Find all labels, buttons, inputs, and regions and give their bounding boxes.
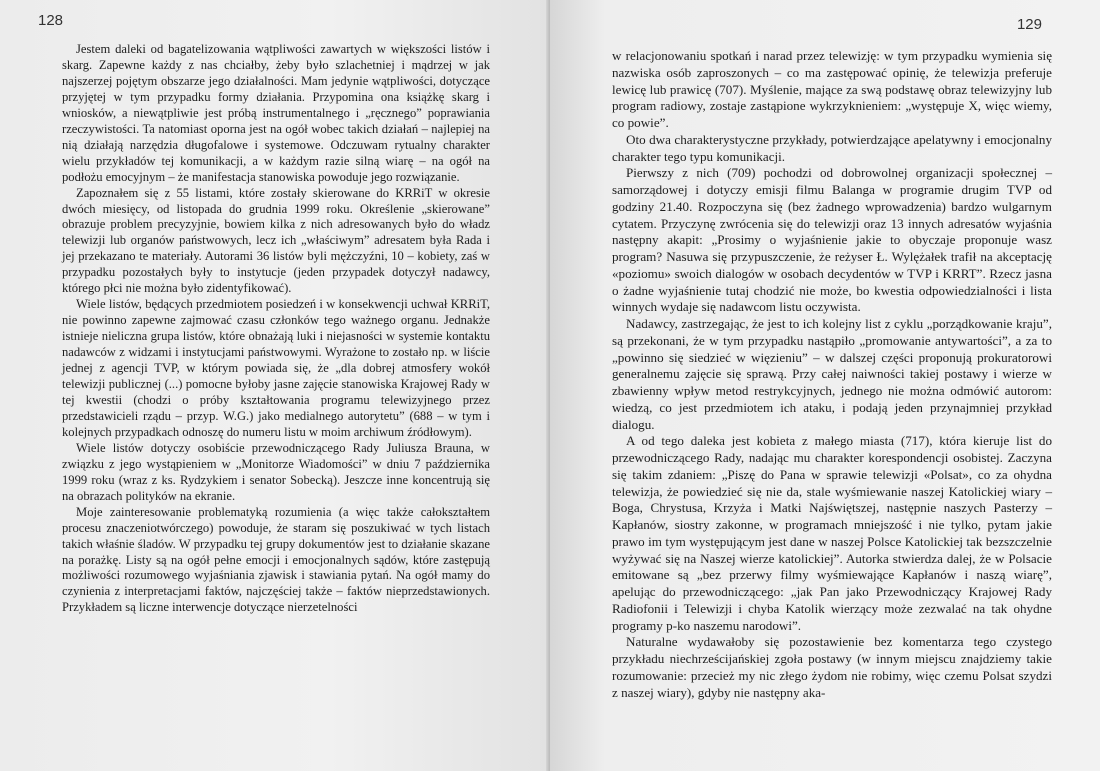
paragraph: Naturalne wydawałoby się pozostawienie bez komentarza tego czystego przykładu niechrześcijańskiej zgoła postawy (w innym miejscu znajdziemy takie rozumowanie: przecież my nic złego żydom nie robimy, więc czemu Polsat szydzi z naszej wiary), gdyby nie następny aka- [612, 634, 1052, 700]
paragraph: A od tego daleka jest kobieta z małego miasta (717), która kieruje list do przewodniczącego Rady, nadając mu charakter korespondencji osobistej. Zaczyna się takim zdaniem: „Piszę do Pana w sprawie telewizji «Polsat», co za ohydna telewizja, że powiedzieć się nie da, stale wyśmiewanie naszej Katolickiej wiary – Boga, Chrystusa, Krzyża i Matki Najświętszej, następnie naszych Pasterzy – Kapłanów, siostry zakonne, w programach mniejszość i nie tylko, pytam jakie prawo im tym występującym jest dane w naszej Polsce Katolickiej tak bezszczelnie wyżywać się na Naszej wierze katolickiej”. Autorka stwierdza dalej, że w Polsacie emitowane są „bez przerwy filmy wyśmiewające Kapłanów i naszą wiarę”, apelując do przewodniczącego: „jak Pan jako Przewodniczący Krajowej Rady Radiofonii i Telewizji i chyba Katolik wierzący może zezwalać na tak ohydne programy p-ko naszemu narodowi”. [612, 433, 1052, 633]
page-number-right: 129 [1016, 16, 1042, 33]
paragraph: Pierwszy z nich (709) pochodzi od dobrowolnej organizacji społecznej – samorządowej i dotyczy emisji filmu Balanga w programie drugim TVP od godziny 21.40. Rozpoczyna się (bez żadnego wprowadzenia) bardzo wulgarnym cytatem. Przyczynę zwrócenia się do telewizji oraz 13 innych adresatów wyjaśnia następny akapit: „Prosimy o wyjaśnienie jakie to obyczaje proponuje wasz program? Nasuwa się przypuszczenie, że reżyser Ł. Wylężałek trafił na akceptację «poziomu» swoich dialogów w osobach decydentów w TVP i KRRT”. Rzecz jasna o żadne wyjaśnienie tutaj chodzić nie może, bo kwestia odpowiedzialności i lista winnych wydaje się nadawcom listu oczywista. [612, 165, 1052, 315]
paragraph: Wiele listów, będących przedmiotem posiedzeń i w konsekwencji uchwał KRRiT, nie powinno zapewne zajmować czasu członków tego ważnego organu. Jednakże istnieje nieliczna grupa listów, które obnażają luki i niejasności w systemie kontaktu nadawców z widzami i instytucjami państwowymi. Wyrażone to zostało np. w liście jednej z agencji TVP, w którym powiada się, że „dla dobrej atmosfery wokół telewizji publicznej (...) pomocne byłoby jasne zajęcie stanowiska Krajowej Rady w tej kwestii (chodzi o próby kształtowania programu telewizyjnego przez przedstawicieli rządu – przyp. W.G.) jako medialnego autorytetu” (688 – w tym i kolejnych przypadkach odnoszę do numeru listu w moim archiwum źródłowym). [62, 297, 490, 439]
paragraph: Nadawcy, zastrzegając, że jest to ich kolejny list z cyklu „porządkowanie kraju”, są przekonani, że w tym przypadku nastąpiło „promowanie antywartości”, a za to „powinno się siedzieć w więzieniu” – w dalszej części proponują prokuratorowi generalnemu zajęcie się sprawą. Przy całej naiwności takiej postawy i wierze w zbawienny wpływ metod restrykcyjnych, jednego nie można odmówić autorom: wiedzą, co jest przedmiotem ich ataku, i podają jeden przynajmniej przykład dialogu. [612, 316, 1052, 432]
paragraph-continuation: w relacjonowaniu spotkań i narad przez telewizję: w tym przypadku wymienia się nazwiska osób zaproszonych – co ma zastępować opinię, że telewizja preferuje lewicę lub prawicę (707). Myślenie, mające za swą podstawę obraz telewizyjny lub program radiowy, zostaje zastąpione wykrzyknieniem: „występuje X, więc wiemy, co powie”. [612, 48, 1052, 130]
paragraph: Zapoznałem się z 55 listami, które zostały skierowane do KRRiT w okresie dwóch miesięcy, od listopada do grudnia 1999 roku. Określenie „skierowane” obrazuje problem precyzyjnie, bowiem kilka z nich adresowanych było do władz telewizji lub organów państwowych, lecz ich „właściwym” adresatem była Rada i jej przekazano te materiały. Autorami 36 listów byli mężczyźni, 10 – kobiety, zaś w przypadku pozostałych były to instytucje (jeden przypadek dotyczył nadawcy, którego płci nie można było zidentyfikować). [62, 185, 490, 296]
paragraph: Jestem daleki od bagatelizowania wątpliwości zawartych w większości listów i skarg. Zapewne każdy z nas chciałby, żeby było szlachetniej i mądrzej w jak najszerzej pojętym obszarze jego działalności. Mam jedynie wątpliwości, dotyczące przyjętej w tym przypadku formy działania. Przypomina ona książkę skarg i wniosków, a niewątpliwie jest próbą instrumentalnego i „ręcznego” poprawiania rzeczywistości. Ta natomiast oporna jest na ogół wobec takich działań – najlepiej na nią działają narzędzia długofalowe i systemowe. Odczuwam rytualny charakter wielu przykładów tej komunikacji, a w każdym razie silną wiarę – na ogół na podłożu emocyjnym – że manifestacja stanowiska powoduje jego rozwiązanie. [62, 42, 490, 184]
left-page-body [62, 42, 490, 616]
right-page [550, 0, 1100, 771]
paragraph: Moje zainteresowanie problematyką rozumienia (a więc także całokształtem procesu znaczeniotwórczego) powoduje, że staram się poszukiwać w tych listach takich właśnie śladów. W przypadku tej grupy dokumentów jest to działanie skazane na porażkę. Listy są na ogół pełne emocji i emocjonalnych sądów, które zastępują możliwości rozumowego wyjaśniania zjawisk i stawiania pytań. Na ogół mamy do czynienia z interpretacjami faktów, najczęściej także – faktów nieprzedstawionych. Przykładem są liczne interwencje dotyczące nierzetelności [62, 504, 490, 615]
page-number-left: 128 [38, 12, 64, 29]
right-page-body [612, 48, 1052, 701]
paragraph: Oto dwa charakterystyczne przykłady, potwierdzające apelatywny i emocjonalny charakter tego typu komunikacji. [612, 131, 1052, 164]
paragraph: Wiele listów dotyczy osobiście przewodniczącego Rady Juliusza Brauna, w związku z jego wystąpieniem w „Monitorze Wiadomości” w dniu 7 października 1999 roku (wraz z ks. Rydzykiem i senator Sobecką). Jeszcze inne koncentrują się na obrazach polityków na ekranie. [62, 440, 490, 503]
